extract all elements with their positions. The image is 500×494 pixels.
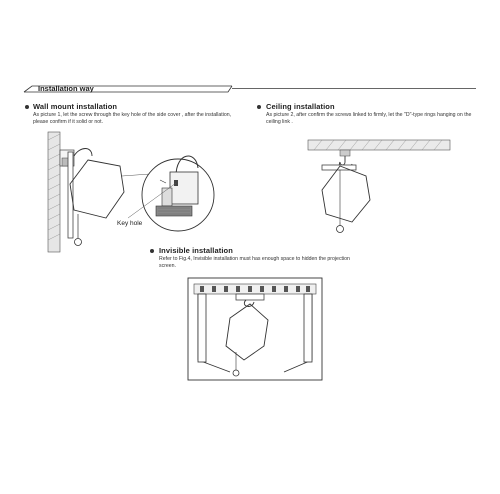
invisible-description: Refer to Fig.4, Invisible installation must has enough space to hidden the projection screen. — [159, 256, 350, 269]
ceiling-description: As picture 2, after confirm the screws linked to firmly, let the "D"-type rings hanging on the ceiling link . — [266, 112, 472, 125]
bullet-icon — [257, 105, 261, 109]
header-title: Installation way — [38, 84, 94, 93]
invisible-title: Invisible installation — [159, 246, 233, 255]
ceiling-title: Ceiling installation — [266, 102, 335, 111]
bullet-icon — [25, 105, 29, 109]
bullet-icon — [150, 249, 154, 253]
wall-mount-title: Wall mount installation — [33, 102, 118, 111]
key-hole-label: Key hole — [117, 220, 143, 227]
wall-mount-description: As picture 1, let the screw through the key hole of the side cover , after the installation, please confirm if it solid or not. — [33, 112, 232, 125]
